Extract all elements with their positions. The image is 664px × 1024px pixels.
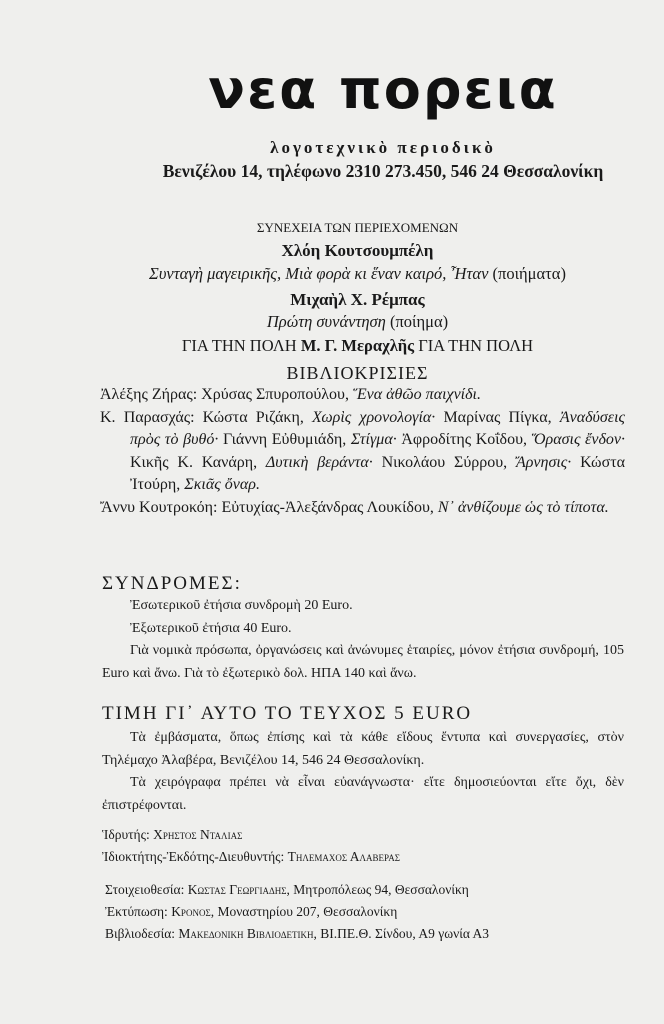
review-text: Κικῆς Κ. Κανάρη, bbox=[130, 453, 266, 471]
contents-heading: ΣΥΝΕΧΕΙΑ ΤΩΝ ΠΕΡΙΕΧΟΜΕΝΩΝ bbox=[256, 220, 459, 235]
review-text: Μαρίνας Πίγκα, bbox=[435, 408, 560, 426]
price-body bbox=[102, 727, 624, 817]
review-title: Δυτικὴ βεράντα· bbox=[265, 453, 373, 471]
review-title: Ἀναδύσεις πρὸς τὸ βυθό· bbox=[130, 408, 626, 449]
review-title: Στίγμα· bbox=[350, 431, 397, 449]
works-1-titles: Συνταγὴ μαγειρικῆς, Μιὰ φορὰ κι ἕναν καιρό, Ἦταν bbox=[149, 264, 489, 283]
review-text: Κ. Παρασχάς: Κώστα Ριζάκη, bbox=[100, 408, 312, 426]
printer-address: , Μοναστηρίου 207, Θεσσαλονίκη bbox=[210, 904, 398, 919]
subscription-domestic: Ἐσωτερικοῦ ἐτήσια συνδρομὴ 20 Euro. bbox=[130, 598, 353, 613]
label: Βιβλιοδεσία: bbox=[105, 926, 179, 941]
binding-line bbox=[105, 923, 625, 945]
printing-line bbox=[105, 901, 625, 923]
subscription-abroad: Ἐξωτερικοῦ ἐτήσια 40 Euro. bbox=[130, 620, 292, 636]
price-heading: ΤΙΜΗ ΓΙ᾽ ΑΥΤΟ ΤΟ ΤΕΥΧΟΣ 5 EURO bbox=[102, 703, 473, 724]
binder-address: , ΒΙ.ΠΕ.Θ. Σίνδου, Α9 γωνία Α3 bbox=[313, 926, 490, 941]
staff bbox=[102, 824, 622, 868]
review-title: Χωρὶς χρονολογία· bbox=[311, 408, 436, 426]
review-text: Ἀφροδίτης Κοΐδου, bbox=[396, 431, 532, 449]
works-1-note: (ποιήματα) bbox=[492, 264, 566, 283]
author-1: Χλόη Κουτσουμπέλη bbox=[281, 241, 434, 260]
city-line bbox=[100, 336, 615, 356]
review-text: Γιάννη Εὐθυμιάδη, bbox=[218, 431, 351, 449]
review-item bbox=[100, 384, 625, 407]
review-item bbox=[100, 407, 625, 497]
typesetting-line bbox=[105, 879, 625, 901]
magazine-address: Βενιζέλου 14, τηλέφωνο 2310 273.450, 546 24 Θεσσαλονίκη bbox=[162, 161, 604, 181]
typesetter-name: Κωστας Γεωργιαδης bbox=[187, 882, 287, 897]
founder-line bbox=[102, 824, 622, 846]
works-2 bbox=[100, 312, 615, 332]
city-author: Μ. Γ. Μεραχλῆς bbox=[300, 336, 415, 355]
owner-line bbox=[102, 846, 622, 868]
reviews-list bbox=[100, 384, 625, 520]
production bbox=[105, 879, 625, 945]
review-text: Νικολάου Σύρρου, bbox=[372, 453, 516, 471]
city-prefix: ΓΙΑ ΤΗΝ ΠΟΛΗ bbox=[181, 336, 297, 355]
review-text: Ἀλέξης Ζήρας: Χρύσας Σπυροπούλου, bbox=[100, 386, 353, 403]
label: Ἱδρυτής: bbox=[102, 827, 154, 842]
author-2: Μιχαὴλ Χ. Ρέμπας bbox=[290, 290, 425, 309]
works-2-title: Πρώτη συνάντηση bbox=[266, 312, 386, 331]
works-2-note: (ποίημα) bbox=[389, 312, 449, 331]
label: Ἰδιοκτήτης-Ἐκδότης-Διευθυντής: bbox=[102, 849, 288, 864]
city-suffix: ΓΙΑ ΤΗΝ ΠΟΛΗ bbox=[418, 336, 534, 355]
subscriptions-heading: ΣΥΝΔΡΟΜΕΣ: bbox=[102, 573, 242, 594]
subscriptions-body bbox=[102, 595, 624, 685]
review-title: Σκιᾶς ὄναρ. bbox=[184, 476, 260, 494]
typesetter-address: , Μητροπόλεως 94, Θεσσαλονίκη bbox=[286, 882, 469, 897]
binder-name: Μακεδονικη Βιβλιοδετικη bbox=[178, 926, 314, 941]
works-1 bbox=[100, 264, 615, 284]
review-item bbox=[100, 497, 625, 520]
review-title: Ὅρασις ἔνδον· bbox=[531, 431, 626, 449]
review-text: Κώστα Ἰτούρη, bbox=[130, 453, 626, 494]
magazine-title: νεα πορεια bbox=[208, 58, 558, 121]
label: Ἐκτύπωση: bbox=[105, 904, 172, 919]
review-title: Ἕνα ἀθῶο παιχνίδι. bbox=[352, 386, 481, 403]
label: Στοιχειοθεσία: bbox=[105, 882, 188, 897]
remittance-note: Τὰ ἐμβάσματα, ὅπως ἐπίσης καὶ τὰ κάθε εἴδους ἔντυπα καὶ συνεργασίες, στὸν Τηλέμαχο Ἀλαβέρα, Βενιζέλου 14, 546 24 Θεσσαλονίκη. bbox=[102, 730, 624, 768]
founder-name: Χρηστος Νταλιας bbox=[153, 827, 243, 842]
magazine-subtitle: λογοτεχνικὸ περιοδικὸ bbox=[270, 138, 496, 157]
printer-name: Κρονος bbox=[171, 904, 211, 919]
reviews-heading: ΒΙΒΛΙΟΚΡΙΣΙΕΣ bbox=[286, 363, 429, 383]
review-text: Ἄννυ Κουτροκόη: Εὐτυχίας-Ἀλεξάνδρας Λουκίδου, bbox=[100, 498, 438, 516]
owner-name: Τηλεμαχος Αλαβερας bbox=[287, 849, 400, 864]
review-title: Ἄρνησις· bbox=[515, 453, 572, 471]
manuscripts-note: Τὰ χειρόγραφα πρέπει νὰ εἶναι εὐανάγνωστα· εἴτε δημοσιεύονται εἴτε ὄχι, δὲν ἐπιστρέφονται. bbox=[102, 775, 624, 813]
review-title: Ν᾽ ἀνθίζουμε ὡς τὸ τίποτα. bbox=[437, 498, 609, 516]
subscription-organizations: Γιὰ νομικὰ πρόσωπα, ὀργανώσεις καὶ ἀνώνυμες ἑταιρίες, μόνον ἐτήσια συνδρομή, 105 Euro καὶ ἄνω. Γιὰ τὸ ἐξωτερικὸ δολ. ΗΠΑ 140 καὶ ἄνω. bbox=[102, 643, 624, 681]
